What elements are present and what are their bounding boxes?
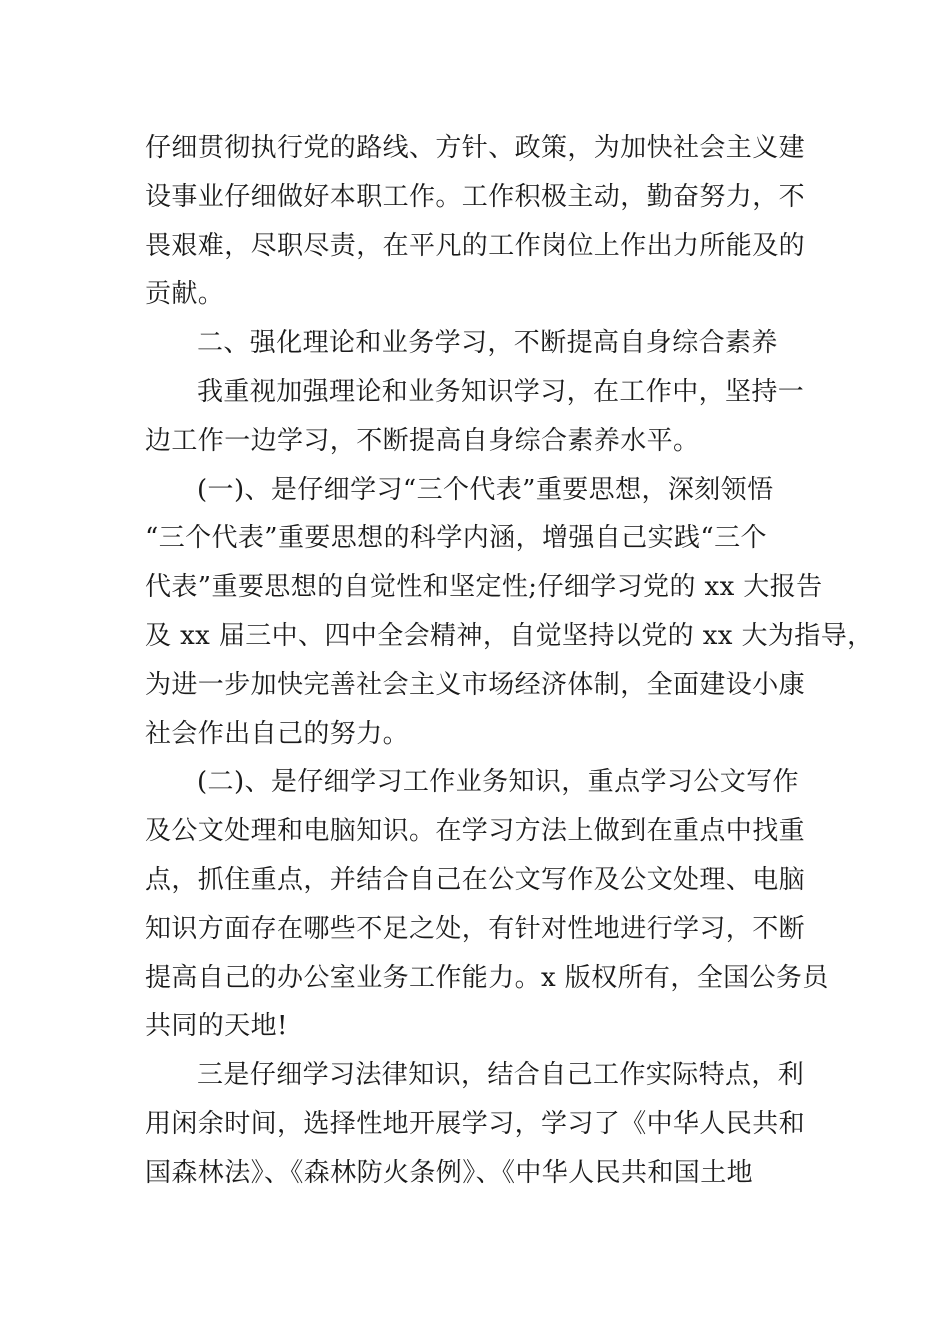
text-line: 及公文处理和电脑知识。在学习方法上做到在重点中找重	[145, 816, 806, 847]
text-line: 社会作出自己的努力。	[145, 718, 410, 749]
document-body	[145, 124, 874, 1198]
text-line: 贡献。	[145, 279, 225, 310]
text-line: 国森林法》、《森林防火条例》、《中华人民共和国土地	[145, 1157, 754, 1188]
text-line: 为进一步加快完善社会主义市场经济体制，全面建设小康	[145, 669, 806, 700]
text-line: 畏艰难，尽职尽责，在平凡的工作岗位上作出力所能及的	[145, 230, 806, 261]
text-line: (一)、是仔细学习“三个代表”重要思想，深刻领悟	[197, 474, 774, 505]
text-line: 设事业仔细做好本职工作。工作积极主动，勤奋努力，不	[145, 181, 806, 212]
text-line: 代表”重要思想的自觉性和坚定性;仔细学习党的 xx 大报告	[145, 572, 823, 603]
text-line: 点，抓住重点，并结合自己在公文写作及公文处理、电脑	[145, 864, 806, 895]
text-line: 我重视加强理论和业务知识学习，在工作中，坚持一	[197, 376, 805, 407]
text-line: “三个代表”重要思想的科学内涵，增强自己实践“三个	[145, 523, 767, 554]
text-line: 仔细贯彻执行党的路线、方针、政策，为加快社会主义建	[145, 133, 806, 163]
text-line: 用闲余时间，选择性地开展学习，学习了《中华人民共和	[145, 1108, 806, 1139]
text-line: 共同的天地!	[145, 1011, 288, 1042]
text-line: 及 xx 届三中、四中全会精神，自觉坚持以党的 xx 大为指导，	[145, 620, 874, 651]
text-line: 边工作一边学习，不断提高自身综合素养水平。	[145, 425, 700, 456]
text-line: 知识方面存在哪些不足之处，有针对性地进行学习，不断	[145, 913, 806, 944]
section-heading: 二、强化理论和业务学习，不断提高自身综合素养	[197, 328, 778, 359]
text-line: (二)、是仔细学习工作业务知识，重点学习公文写作	[197, 767, 799, 798]
text-line: 提高自己的办公室业务工作能力。x 版权所有，全国公务员	[145, 962, 829, 993]
text-line: 三是仔细学习法律知识，结合自己工作实际特点，利	[197, 1060, 805, 1091]
